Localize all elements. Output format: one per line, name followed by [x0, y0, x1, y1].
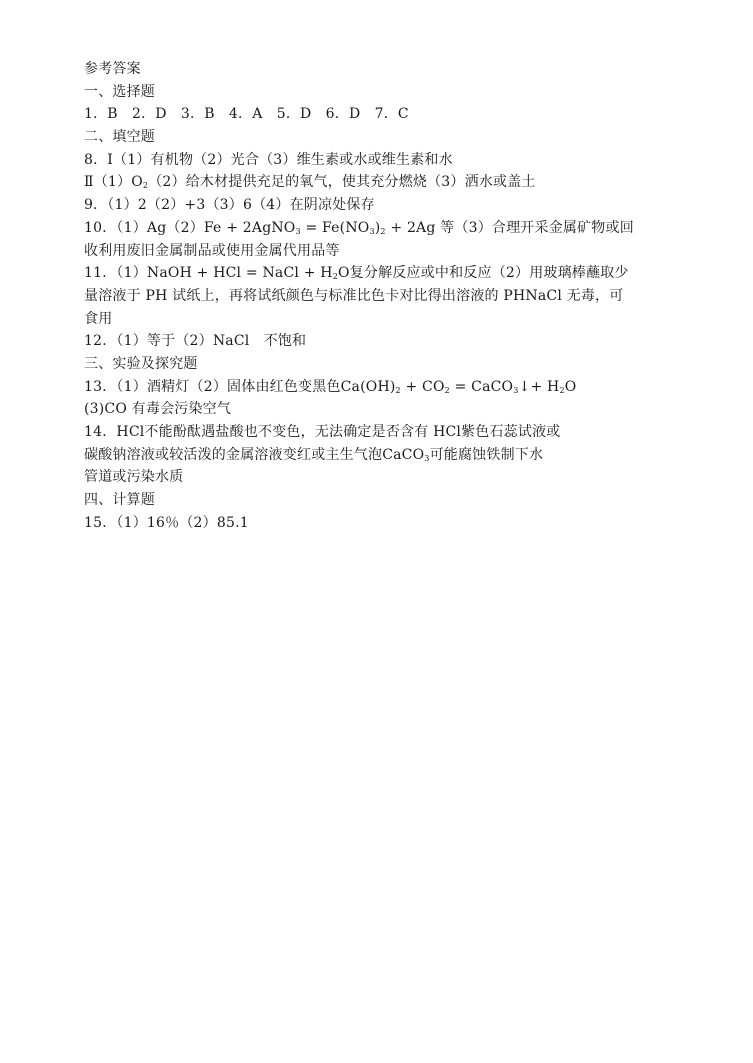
title-text: 参考答案: [84, 61, 141, 77]
q13-eq-d: ↓+ H: [518, 378, 560, 395]
q10-2-c: ): [374, 219, 381, 236]
q9-4: （4）在阴凉处保存: [252, 197, 375, 214]
q13-eq-e: O: [564, 378, 577, 395]
q13-eq-c: = CaCO: [449, 378, 514, 395]
q13-eq-a: Ca(OH): [340, 378, 396, 395]
q14-6: CaCO: [382, 446, 425, 463]
answer-line-8-part1: [84, 149, 684, 172]
section-heading-fill: [84, 126, 684, 149]
answer-line-1-7: [84, 103, 684, 126]
q10-2-d: + 2Ag 等: [385, 219, 455, 236]
q8-ii-3: （3）洒水或盖土: [427, 174, 536, 191]
answer-line-15: [84, 512, 684, 535]
q13-3: (3)CO 有毒会污染空气: [84, 401, 232, 418]
q8-1: 8．Ⅰ（1）有机物: [84, 151, 194, 168]
q10-2-sub3: 2: [380, 226, 386, 236]
answer-line-11-cont2: [84, 308, 684, 331]
q9-2: （2）+3: [146, 197, 206, 214]
section-2-text: 二、填空题: [84, 129, 155, 146]
q11-2: （2）用玻璃棒蘸取少: [491, 265, 629, 282]
q8-2: （2）光合: [193, 151, 260, 168]
q10-2-b: = Fe(NO: [300, 219, 370, 236]
q13-eq-sub2: 2: [444, 385, 450, 395]
q8-3: （3）维生素或水或维生素和水: [259, 151, 453, 168]
q10-3: （3）合理开采金属矿物或回: [454, 219, 634, 236]
q11-1-sub: 2: [332, 272, 338, 282]
q14-7: 可能腐蚀铁制下水: [429, 446, 544, 463]
answer-document: [84, 58, 684, 534]
section-heading-calc: [84, 489, 684, 512]
q11-3-cont: 食用: [84, 310, 113, 327]
q8-ii-2: （2）给木材提供充足的氧气，使其充分燃烧: [148, 174, 428, 191]
q8-ii-1: Ⅱ（1）O: [84, 174, 143, 191]
q13-2: （2）固体由红色变黑色: [189, 378, 341, 395]
q10-2-a: （2）Fe + 2AgNO: [166, 219, 296, 236]
answer-line-13: [84, 376, 684, 399]
q10-2-sub1: 3: [295, 226, 301, 236]
answer-line-12: [84, 330, 684, 353]
section-3-text: 三、实验及探究题: [84, 355, 198, 372]
answer-line-10-cont: [84, 240, 684, 263]
q11-1-a: 11．（1）NaOH + HCl = NaCl + H: [84, 265, 333, 282]
q13-eq-sub1: 2: [395, 385, 401, 395]
q13-eq-sub4: 2: [559, 385, 565, 395]
q11-3: NaCl 无毒，可: [525, 287, 624, 304]
q12-1: 12．（1）等于: [84, 333, 176, 350]
section-heading-experiment: [84, 353, 684, 376]
q10-1: 10．（1）Ag: [84, 219, 167, 236]
answer-line-9: [84, 194, 684, 217]
section-4-text: 四、计算题: [84, 492, 155, 509]
q11-reaction-type: 复分解反应或中和反应: [349, 265, 492, 282]
q14-5: 溶液变红或主生气泡: [254, 446, 383, 463]
section-heading-choice: [84, 81, 684, 104]
q14-4: 紫色石蕊试液或: [461, 424, 561, 440]
q11-1-b: O: [338, 265, 350, 282]
q13-1: 13．（1）酒精灯: [84, 378, 190, 395]
answer-line-10: [84, 217, 684, 240]
q15-2: （2）85.1: [179, 514, 249, 531]
q14-4-cont: 碳酸钠溶液或较活泼的金属: [84, 446, 255, 463]
q10-2-sub2: 3: [369, 226, 375, 236]
q13-eq-b: + CO: [400, 378, 445, 395]
q14-2: 不能: [144, 424, 173, 440]
doc-title: [84, 58, 684, 81]
q11-2-cont: 量溶液于 PH 试纸上，再将试纸颜色与标准比色卡对比得出溶液的 PH: [84, 287, 526, 304]
answer-line-14-cont: [84, 444, 684, 467]
answer-line-13-cont: [84, 398, 684, 421]
q9-1: 9．（1）2: [84, 197, 147, 214]
section-1-text: 一、选择题: [84, 83, 155, 100]
q14-1: 14．HCl: [84, 424, 145, 440]
q14-6-sub: 3: [424, 453, 430, 463]
q13-eq-sub3: 3: [513, 385, 519, 395]
answer-line-11-cont: [84, 285, 684, 308]
q14-7-cont: 管道或污染水质: [84, 469, 184, 486]
choice-answers: 1．B 2．D 3．B 4．A 5．D 6．D 7．C: [84, 106, 409, 123]
q14-3: 酚酞遇盐酸也不变色，无法确定是否含有 HCl: [172, 424, 462, 440]
answer-line-14-cont2: [84, 466, 684, 489]
q15-1: 15．（1）16％: [84, 514, 180, 531]
q9-3: （3）6: [205, 197, 253, 214]
answer-line-11: [84, 262, 684, 285]
answer-line-8-part2: [84, 171, 684, 194]
q8-ii-1-sub: 2: [142, 181, 149, 191]
answer-line-14: [84, 421, 684, 444]
q10-3-cont: 收利用废旧金属制品或使用金属代用品等: [84, 242, 340, 259]
q12-2: （2）NaCl 不饱和: [175, 333, 307, 350]
